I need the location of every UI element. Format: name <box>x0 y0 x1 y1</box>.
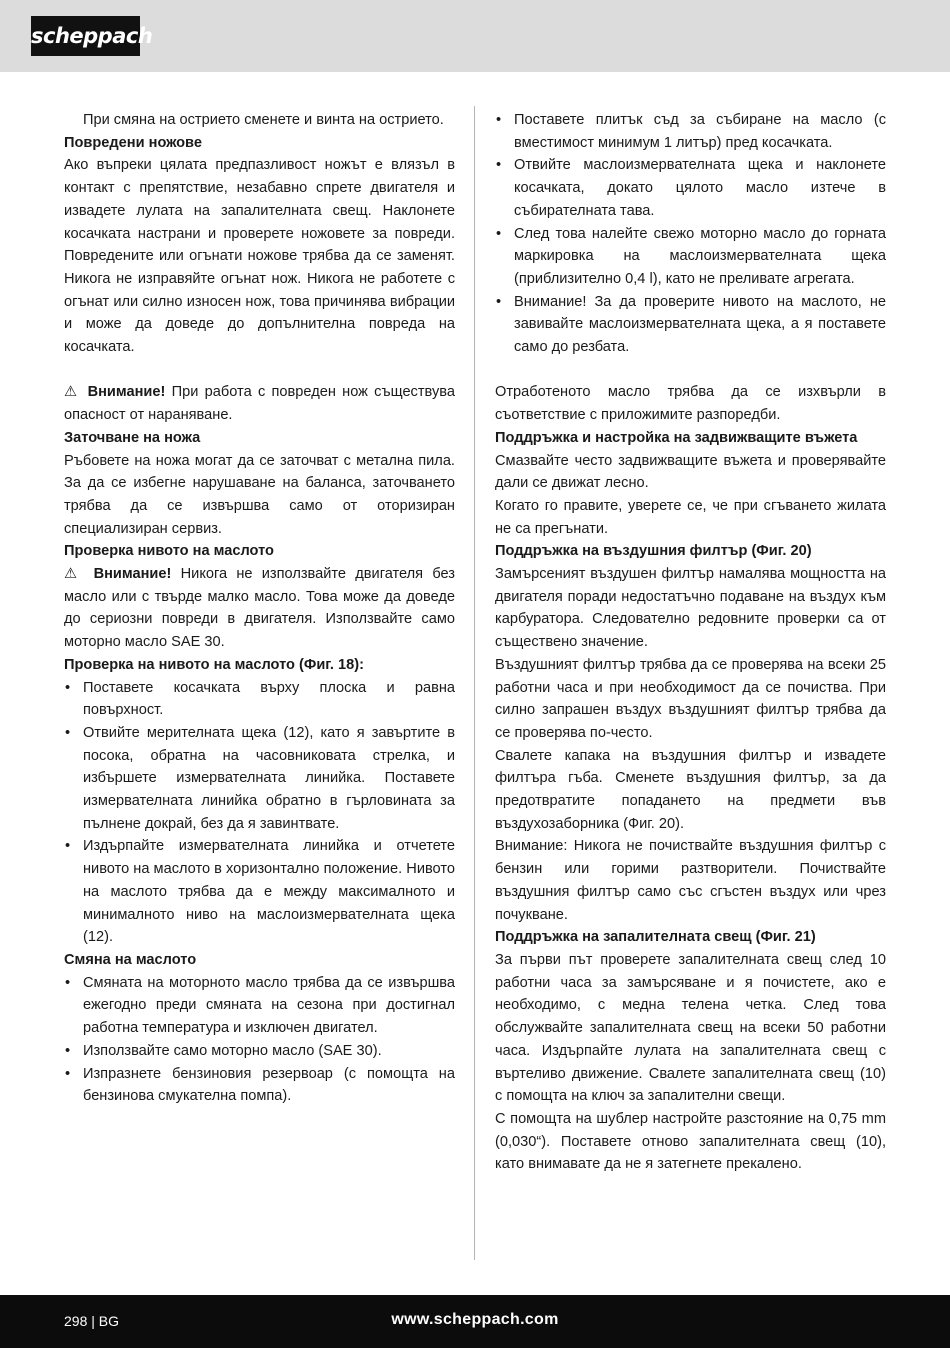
website-link[interactable]: www.scheppach.com <box>391 1311 559 1328</box>
warning-triangle-icon: ⚠ <box>64 566 83 583</box>
warning-label: Внимание! <box>93 566 172 583</box>
page-footer <box>0 1295 950 1348</box>
spark-plug-text-2: С помощта на шублер настройте разстояние на 0,75 mm (0,030“). Поставете отново запалителната свещ (10), като внимавате да не я затегнете прекалено. <box>495 1110 886 1173</box>
warning-label: Внимание! <box>87 384 166 401</box>
list-item: • Изпразнете бензиновия резервоар (с помощта на бензинова смукателна помпа). <box>64 1063 455 1108</box>
air-filter-text-2: Въздушният филтър трябва да се проверява на всеки 25 работни часа и при необходимост да се почиства. При силно запрашен въздух въздушният филтър трябва да се проверява по-често. <box>495 656 886 741</box>
air-filter-heading: Поддръжка на въздушния филтър (Фиг. 20) <box>495 543 812 560</box>
cables-heading: Поддръжка и настройка на задвижващите въжета <box>495 429 858 446</box>
sharpening-heading: Заточване на ножа <box>64 429 201 446</box>
warning-text: При работа с повреден нож съществува опасност от нараняване. <box>64 384 455 424</box>
intro-paragraph: При смяна на острието сменете и винта на острието. <box>83 112 444 128</box>
list-item: • След това налейте свежо моторно масло до горната маркировка на маслоизмервателната щека (приблизително 0,4 l), като не преливате агрегата. <box>495 223 886 291</box>
oil-level-heading: Проверка нивото на маслото <box>64 543 274 560</box>
page-number: 298 | BG <box>64 1313 120 1329</box>
cables-text-1: Смазвайте често задвижващите въжета и проверявайте дали се движат лесно. <box>495 452 886 492</box>
list-item: • Отвийте мерителната щека (12), като я завъртите в посока, обратна на часовниковата стрелка, и избършете измервателната линийка. Поставете измервателната линийка обратно в гърловината за пълнене докрай, без да я завинтвате. <box>64 722 455 836</box>
oil-disposal-text: Отработеното масло трябва да се изхвърли в съответствие с приложимите разпоредби. <box>495 384 886 424</box>
air-filter-text-4: Внимание: Никога не почиствайте въздушния филтър с бензин или горими разтворители. Почиствайте въздушния филтър само със сгъстен въздух или чрез почукване. <box>495 838 886 923</box>
brand-logo: scheppach <box>31 16 140 56</box>
list-item: • Поставете косачката върху плоска и равна повърхност. <box>64 677 455 722</box>
list-item: • Внимание! За да проверите нивото на маслото, не завивайте маслоизмервателната щека, а я поставете само до резбата. <box>495 291 886 359</box>
list-item: • Издърпайте измервателната линийка и отчетете нивото на маслото в хоризонтално положение. Нивото на маслото трябва да е между максималното и минималното ниво на маслоизмервателната щека (12). <box>64 835 455 949</box>
list-item: • Използвайте само моторно масло (SAE 30). <box>64 1040 455 1063</box>
list-item: • Поставете плитък съд за събиране на масло (с вместимост минимум 1 литър) пред косачката. <box>495 109 886 154</box>
right-column <box>495 109 886 1176</box>
warning-triangle-icon: ⚠ <box>64 384 80 401</box>
cables-text-2: Когато го правите, уверете се, че при сгъването жилата не са прегънати. <box>495 497 886 537</box>
sharpening-text: Ръбовете на ножа могат да се заточват с метална пила. За да се избегне нарушаване на баланса, заточването трябва да се извършва само от оторизиран специализиран сервиз. <box>64 452 455 537</box>
spark-plug-heading: Поддръжка на запалителната свещ (Фиг. 21) <box>495 929 816 946</box>
column-divider <box>474 106 475 1260</box>
oil-change-steps-continued <box>495 109 886 359</box>
list-item: • Смяната на моторното масло трябва да се извършва ежегодно преди смяната на сезона при достигнал работна температура и изключен двигател. <box>64 972 455 1040</box>
oil-change-steps <box>64 972 455 1108</box>
air-filter-text-3: Свалете капака на въздушния филтър и извадете филтъра гъба. Сменете въздушния филтър, за да предотвратите попадането на предмети във въздухозаборника (Фиг. 20). <box>495 747 886 832</box>
spark-plug-text-1: За първи път проверете запалителната свещ след 10 работни часа за замърсяване и я почистете, ако е необходимо, с медна телена четка. След това обслужвайте запалителната свещ на всеки 50 работни часа. Издърпайте лулата на запалителната свещ с въртеливо движение. Свалете запалителната свещ (10) с помощта на ключ за запалителни свещи. <box>495 952 886 1105</box>
page-header <box>0 0 950 72</box>
oil-level-warning <box>64 563 455 654</box>
oil-level-steps <box>64 677 455 949</box>
list-item: • Отвийте маслоизмервателната щека и наклонете косачката, докато цялото масло изтече в събирателната тава. <box>495 154 886 222</box>
warning-paragraph <box>64 381 455 426</box>
oil-level-fig-heading: Проверка на нивото на маслото (Фиг. 18): <box>64 656 364 673</box>
oil-change-heading: Смяна на маслото <box>64 952 197 968</box>
warning-text: Никога не използвайте двигателя без масло или с твърде малко масло. Това може да доведе до сериозни повреди в двигателя. Използвайте само моторно масло SAE 30. <box>64 566 456 651</box>
damaged-blades-heading: Повредени ножове <box>64 134 202 151</box>
left-column <box>64 109 455 1108</box>
air-filter-text-1: Замърсеният въздушен филтър намалява мощността на двигателя поради недостатъчно подаване на въздух към карбуратора. Следователно редовните проверки са от съществено значение. <box>495 566 886 651</box>
damaged-blades-text: Ако въпреки цялата предпазливост ножът е влязъл в контакт с препятствие, незабавно спрете двигателя и извадете лулата на запалителната свещ. Наклонете косачката настрани и проверете ножовете за повреди. Повредените или огънати ножове трябва да се заменят. Никога не изправяйте огънат нож. Никога не работете с огънат или силно износен нож, това причинява вибрации и може да доведе до допълнителна повреда на косачката. <box>64 157 455 356</box>
